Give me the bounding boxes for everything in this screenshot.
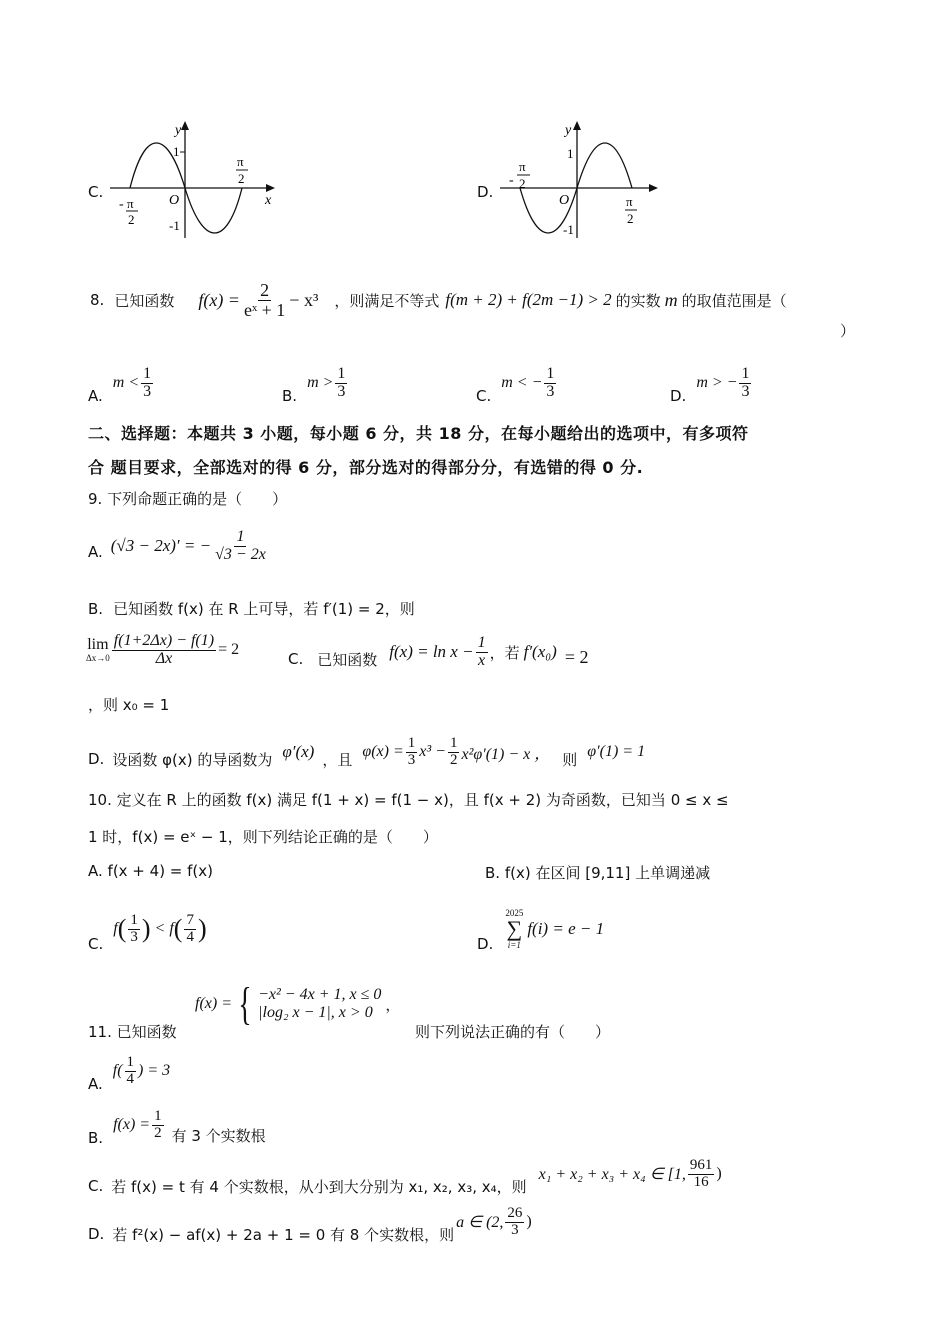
q8-mid: ，则满足不等式 [334,291,440,310]
q11-case2: |log₂ x − 1|, x > 0 [258,1004,373,1021]
graph-c-y-top: 1 [173,144,180,159]
graph-c-xl-den: 2 [128,212,135,227]
q8-frac: $\frac{2}{\text{eˣ + 1}}$ [243,279,286,320]
q11-case1: −x² − 4x + 1, x ≤ 0 [258,986,382,1003]
graph-c-xl-prefix: - [119,197,124,212]
q11-func: f(x) = { −x² − 4x + 1, x ≤ 0 |log₂ x − 1|, x > 0 ， [195,978,401,1029]
q8-option-b[interactable]: B. m > $\frac{1}{3}$ [282,364,346,405]
q9-b-limit: lim Δx→0 $\frac{f(1+2\Delta x) - f(1)}{\Delta x}$ = 2 [86,631,240,667]
graph-c [105,118,285,243]
q8-tail: − x³ [289,289,319,310]
graph-d-xl-num: π [519,159,526,174]
graph-d-label: D. [477,183,494,201]
graph-d [495,118,675,243]
q9-option-d[interactable]: D. 设函数 φ(x) 的导函数为 φ′(x) ，且 φ(x) = $\frac{1}{3}$ x³ − $\frac{1}{2}$ x²φ′(1) − x ， 则 φ′(1) = 1 [88,734,646,769]
q8-close: ） [840,322,856,340]
q11-lead: 11. 已知函数 [88,1023,177,1041]
q10-line1: 10. 定义在 R 上的函数 f(x) 满足 f(1 + x) = f(1 − x)，且 f(x + 2) 为奇函数，已知当 0 ≤ x ≤ [88,791,729,809]
graph-d-origin: O [559,193,570,208]
q8-tail2: 的实数 [615,291,661,310]
graph-c-xr-num: π [237,154,244,169]
q8-var: m [664,289,678,310]
graph-c-label: C. [88,183,104,201]
q8-option-a[interactable]: A. m < $\frac{1}{3}$ [88,364,152,405]
q8-func: f(x) = [198,289,240,310]
graph-c-x-label: x [265,193,272,208]
q10-option-b[interactable]: B. f(x) 在区间 [9,11] 上单调递减 [485,864,711,882]
graph-d-xr-num: π [626,194,633,209]
q10-line2: 1 时，f(x) = eˣ − 1，则下列结论正确的是（ ） [88,828,438,846]
q9-option-c[interactable]: C. 已知函数 f(x) = ln x − $\frac{1}{x}$ ，若 f′(x₀) = 2 [288,633,589,669]
q8-options [88,358,858,408]
graph-d-y-top: 1 [567,146,574,161]
q9-c-cont: ，则 x₀ = 1 [88,696,170,714]
q8-stem [90,270,787,330]
q11-option-d[interactable]: D. 若 f²(x) − af(x) + 2a + 1 = 0 有 8 个实数根，则 a ∈ (2, $\frac{26}{3}$ ) [88,1204,532,1244]
q8-option-d[interactable]: D. m > − $\frac{1}{3}$ [670,364,750,405]
q11-option-a[interactable]: A. f( $\frac{1}{4}$ ) = 3 [88,1053,171,1093]
q8-lead: 已知函数 [114,291,175,310]
graph-d-xl-den: 2 [519,176,526,191]
graph-d-xr-den: 2 [627,211,634,226]
q8-inequality: f(m + 2) + f(2m −1) > 2 [445,290,612,309]
graph-c-y-bottom: -1 [169,218,180,233]
q9-stem: 9. 下列命题正确的是（ ） [88,490,288,508]
graph-d-y-label: y [565,123,572,138]
q11-tail: 则下列说法正确的有（ ） [415,1023,611,1041]
q9-option-b[interactable]: B. 已知函数 f(x) 在 R 上可导，若 f′(1) = 2，则 [88,599,415,618]
q9-option-a[interactable]: A. (√3 − 2x)′ = − $\frac{1}{√3 - 2x}$ [88,527,266,563]
section2-line1: 二、选择题：本题共 3 小题，每小题 6 分，共 18 分，在每小题给出的选项中，有多项符 [88,424,749,443]
q10-option-a[interactable]: A. f(x + 4) = f(x) [88,862,214,880]
graph-d-xl-prefix: - [509,173,514,188]
q11-option-c[interactable]: C. 若 f(x) = t 有 4 个实数根，从小到大分别为 x₁, x₂, x₃, x₄，则 x₁ + x₂ + x₃ + x₄ ∈ [1, $\frac{961}{16}$ ) [88,1156,722,1196]
q10-option-c[interactable]: C. f ( $\frac{1}{3}$ ) < f ( $\frac{7}{4}$ ) [88,911,207,953]
graph-c-xr-den: 2 [238,171,245,186]
graph-d-y-bottom: -1 [563,222,574,237]
q8-option-c[interactable]: C. m < − $\frac{1}{3}$ [476,364,555,405]
section2-line2: 合 题目要求，全部选对的得 6 分，部分选对的得部分分，有选错的得 0 分. [88,458,644,477]
graph-c-xl-num: π [127,196,134,211]
q8-end: 的取值范围是（ [681,291,787,310]
q8-number: 8. [90,291,105,309]
q10-option-d[interactable]: D. 2025 ∑ i=1 f(i) = e − 1 [477,908,605,953]
graph-c-origin: O [169,193,180,208]
graph-c-y-label: y [175,123,182,138]
q11-option-b[interactable]: B. f(x) = $\frac{1}{2}$ 有 3 个实数根 [88,1107,266,1147]
